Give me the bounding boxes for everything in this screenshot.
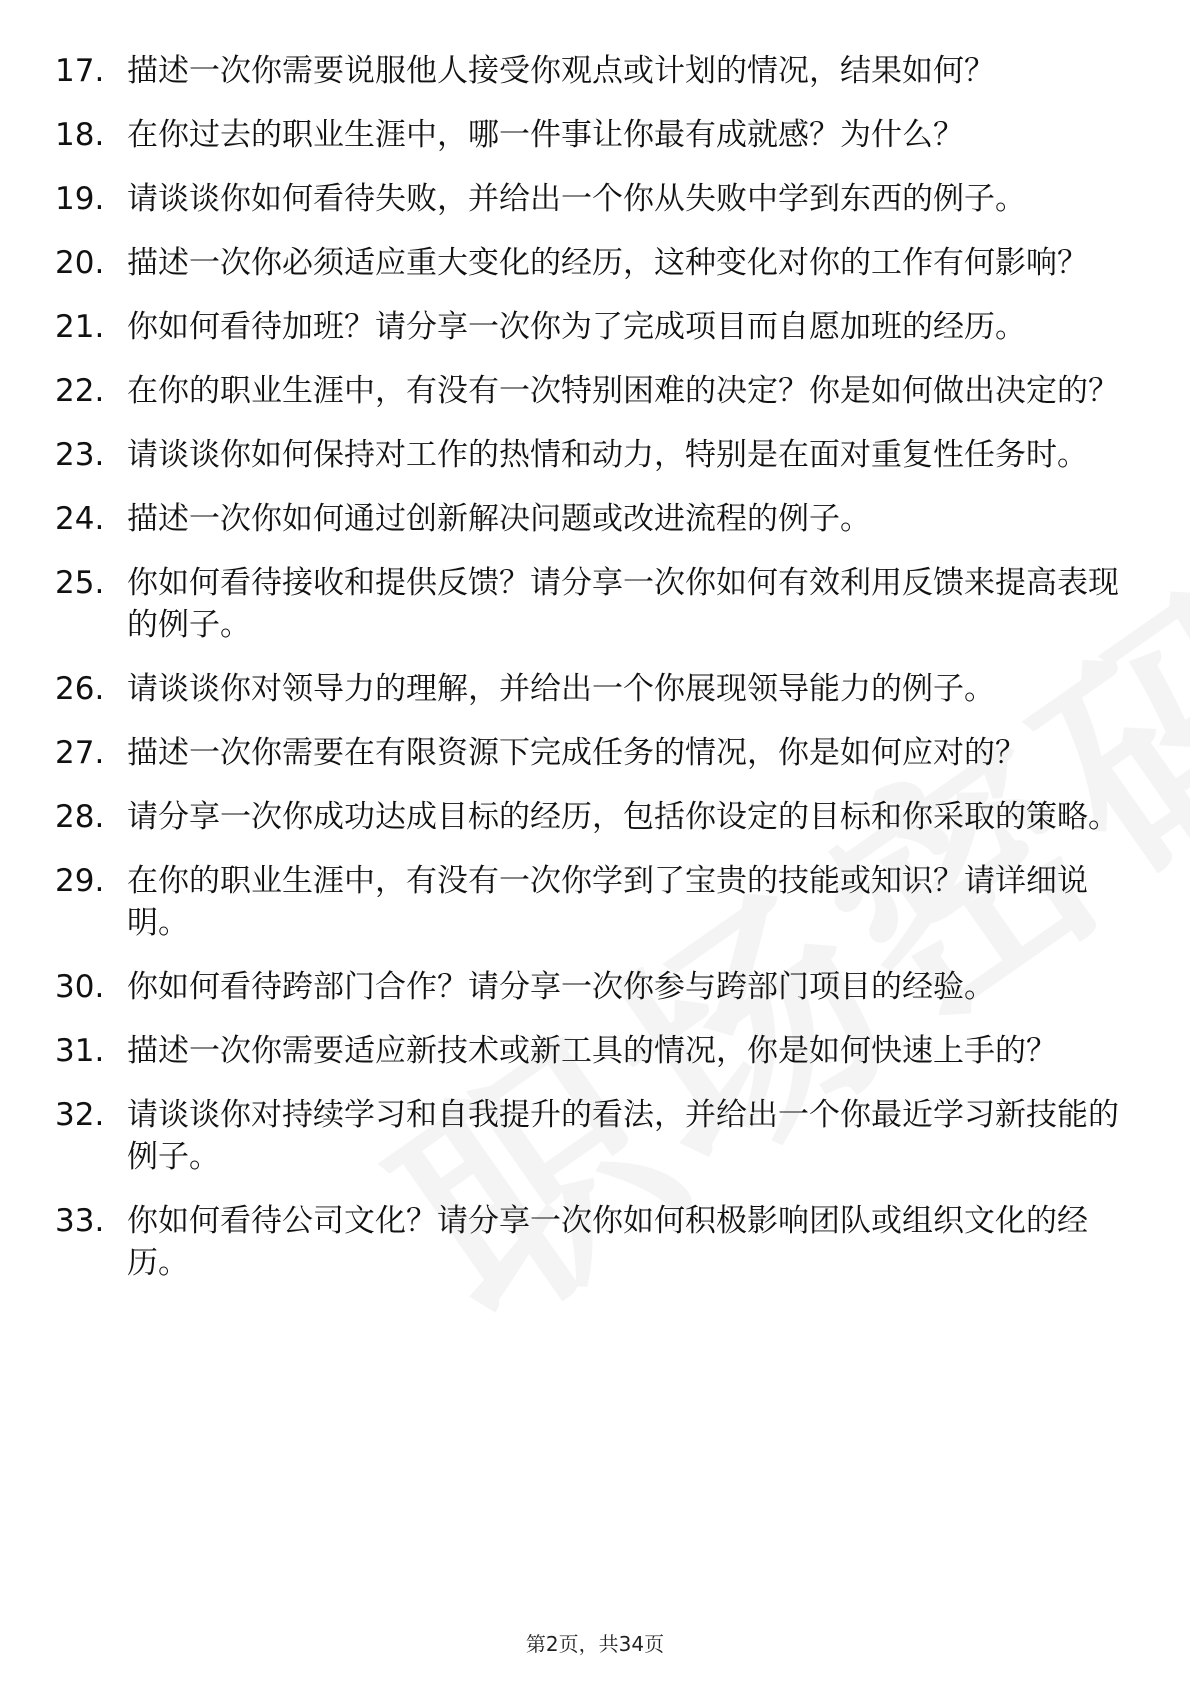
item-text: 在你过去的职业生涯中，哪一件事让你最有成就感？为什么？ <box>127 117 964 153</box>
list-item <box>55 114 1125 156</box>
item-number: 18. <box>55 117 105 153</box>
list-item <box>55 732 1125 774</box>
list-item <box>55 498 1125 540</box>
question-list <box>55 50 1125 1306</box>
item-text: 在你的职业生涯中，有没有一次你学到了宝贵的技能或知识？请详细说明。 <box>127 863 1088 941</box>
item-text: 描述一次你如何通过创新解决问题或改进流程的例子。 <box>127 501 871 537</box>
item-number: 30. <box>55 969 105 1005</box>
item-number: 17. <box>55 53 105 89</box>
item-text: 请谈谈你对持续学习和自我提升的看法，并给出一个你最近学习新技能的例子。 <box>127 1097 1119 1175</box>
list-item <box>55 1030 1125 1072</box>
item-text: 请谈谈你对领导力的理解，并给出一个你展现领导能力的例子。 <box>127 671 995 707</box>
list-item <box>55 50 1125 92</box>
item-number: 29. <box>55 863 105 899</box>
item-number: 20. <box>55 245 105 281</box>
item-text: 请谈谈你如何看待失败，并给出一个你从失败中学到东西的例子。 <box>127 181 1026 217</box>
list-item <box>55 178 1125 220</box>
item-number: 27. <box>55 735 105 771</box>
list-item <box>55 434 1125 476</box>
item-number: 23. <box>55 437 105 473</box>
list-item <box>55 1200 1125 1284</box>
item-number: 19. <box>55 181 105 217</box>
list-item <box>55 860 1125 944</box>
item-text: 请分享一次你成功达成目标的经历，包括你设定的目标和你采取的策略。 <box>127 799 1119 835</box>
list-item <box>55 966 1125 1008</box>
list-item <box>55 1094 1125 1178</box>
list-item <box>55 370 1125 412</box>
item-number: 32. <box>55 1097 105 1133</box>
item-number: 24. <box>55 501 105 537</box>
item-text: 描述一次你需要在有限资源下完成任务的情况，你是如何应对的？ <box>127 735 1026 771</box>
item-number: 22. <box>55 373 105 409</box>
item-text: 你如何看待接收和提供反馈？请分享一次你如何有效利用反馈来提高表现的例子。 <box>127 565 1119 643</box>
item-text: 你如何看待公司文化？请分享一次你如何积极影响团队或组织文化的经历。 <box>127 1203 1088 1281</box>
list-item <box>55 562 1125 646</box>
list-item <box>55 796 1125 838</box>
item-text: 你如何看待加班？请分享一次你为了完成项目而自愿加班的经历。 <box>127 309 1026 345</box>
list-item <box>55 306 1125 348</box>
item-number: 33. <box>55 1203 105 1239</box>
item-text: 在你的职业生涯中，有没有一次特别困难的决定？你是如何做出决定的？ <box>127 373 1119 409</box>
item-number: 31. <box>55 1033 105 1069</box>
item-number: 28. <box>55 799 105 835</box>
item-number: 21. <box>55 309 105 345</box>
list-item <box>55 242 1125 284</box>
item-text: 描述一次你必须适应重大变化的经历，这种变化对你的工作有何影响？ <box>127 245 1088 281</box>
item-text: 你如何看待跨部门合作？请分享一次你参与跨部门项目的经验。 <box>127 969 995 1005</box>
item-text: 描述一次你需要说服他人接受你观点或计划的情况，结果如何？ <box>127 53 995 89</box>
item-number: 25. <box>55 565 105 601</box>
item-number: 26. <box>55 671 105 707</box>
item-text: 描述一次你需要适应新技术或新工具的情况，你是如何快速上手的？ <box>127 1033 1057 1069</box>
item-text: 请谈谈你如何保持对工作的热情和动力，特别是在面对重复性任务时。 <box>127 437 1088 473</box>
page-footer: 第2页，共34页 <box>525 1632 665 1656</box>
list-item <box>55 668 1125 710</box>
